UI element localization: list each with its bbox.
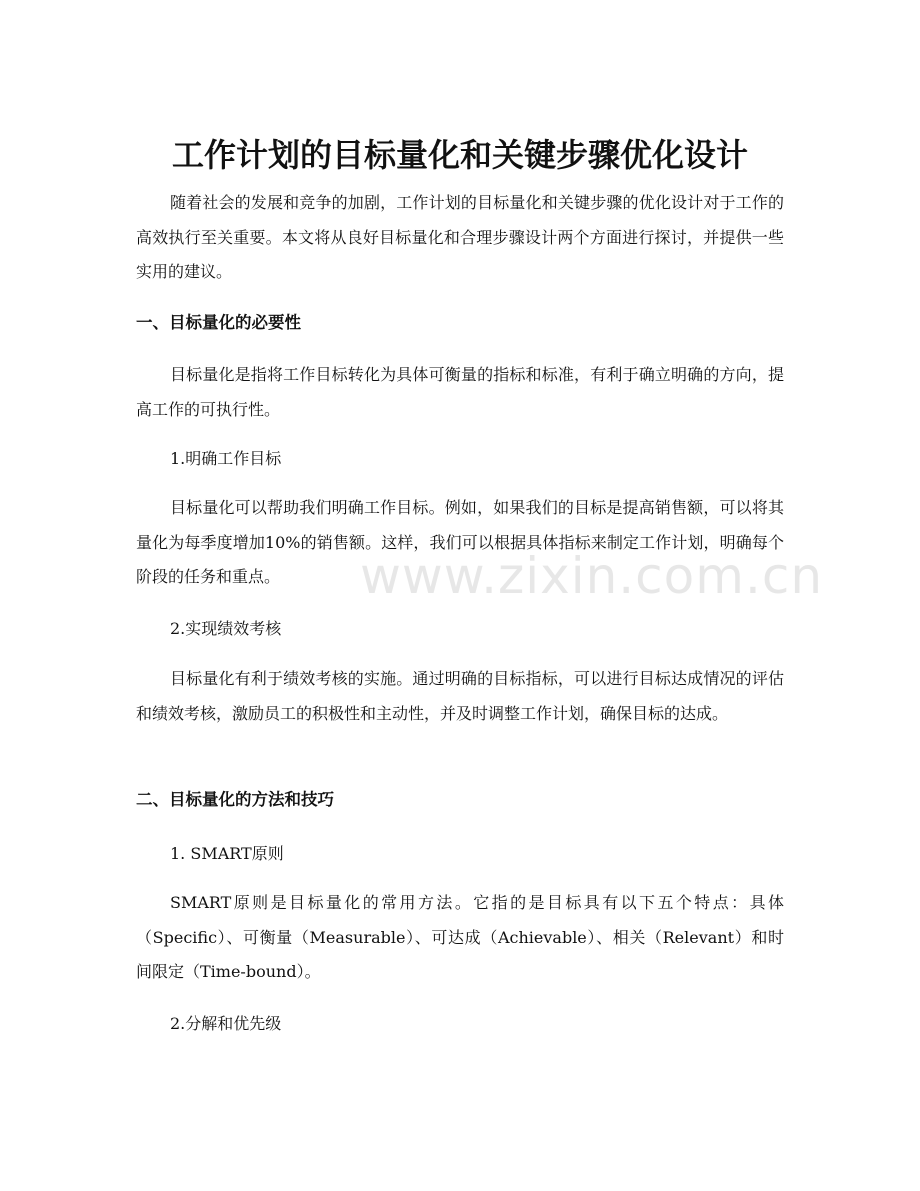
subsection-1-2-paragraph: 目标量化有利于绩效考核的实施。通过明确的目标指标，可以进行目标达成情况的评估和绩效考核，激励员工的积极性和主动性，并及时调整工作计划，确保目标的达成。 [136, 669, 784, 723]
section-heading-1: 一、目标量化的必要性 [136, 313, 301, 332]
subsection-heading-2-1: 1. SMART原则 [170, 844, 284, 863]
watermark-text: www.zixin.com.cn [360, 547, 824, 605]
subsection-heading-1-2: 2.实现绩效考核 [170, 619, 282, 638]
subsection-heading-2-2: 2.分解和优先级 [170, 1014, 282, 1033]
intro-paragraph: 随着社会的发展和竞争的加剧，工作计划的目标量化和关键步骤的优化设计对于工作的高效执行至关重要。本文将从良好目标量化和合理步骤设计两个方面进行探讨，并提供一些实用的建议。 [136, 193, 784, 281]
subsection-1-1-paragraph: 目标量化可以帮助我们明确工作目标。例如，如果我们的目标是提高销售额，可以将其量化为每季度增加10%的销售额。这样，我们可以根据具体指标来制定工作计划，明确每个阶段的任务和重点。 [136, 498, 784, 586]
subsection-2-1-paragraph: SMART原则是目标量化的常用方法。它指的是目标具有以下五个特点：具体（Specific）、可衡量（Measurable）、可达成（Achievable）、相关（Relevant）和时间限定（Time-bound）。 [136, 893, 784, 981]
section-heading-2: 二、目标量化的方法和技巧 [136, 790, 334, 809]
subsection-heading-1-1: 1.明确工作目标 [170, 449, 282, 468]
document-title: 工作计划的目标量化和关键步骤优化设计 [171, 136, 748, 175]
section-1-paragraph: 目标量化是指将工作目标转化为具体可衡量的指标和标准，有利于确立明确的方向，提高工作的可执行性。 [136, 365, 784, 419]
